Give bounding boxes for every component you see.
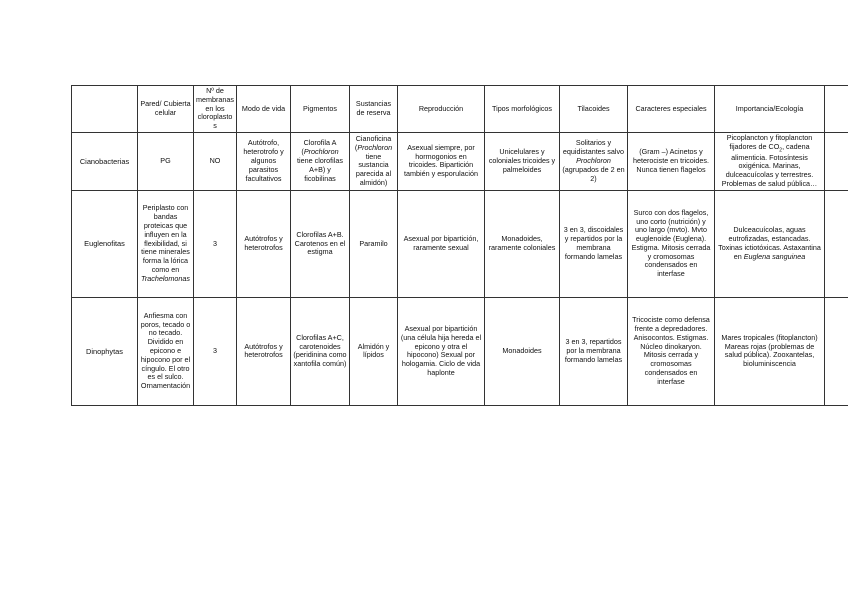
cell-morfologicos: Monadoides	[485, 297, 560, 405]
table-row-euglenofitas	[72, 190, 848, 297]
cell-tilacoides: 3 en 3, repartidos por la membrana formando lamelas	[560, 297, 628, 405]
header-pigmentos: Pigmentos	[291, 86, 350, 133]
row-label: Cianobacterias	[72, 132, 138, 190]
text-part: Cianoficina (	[354, 134, 392, 152]
cell-reproduccion: Asexual siempre, por hormogonios en tricoides. Bipartición también y esporulación	[398, 132, 485, 190]
italic-name: Prochloron	[357, 142, 393, 152]
header-modo-vida: Modo de vida	[237, 86, 291, 133]
text-part: Picoplancton y fitoplancton fijadores de CO	[726, 133, 813, 151]
header-row	[72, 86, 848, 133]
cell-importancia	[715, 190, 825, 297]
text-part: Periplasto con bandas proteicas que influyen en la flexibilidad, si tiene minerales forma la lórica como en	[141, 203, 190, 274]
cell-pigmentos: Clorofilas A+C, carotenoides (peridinina como xantofila común)	[291, 297, 350, 405]
cell-morfologicos: Unicelulares y coloniales tricoides y palmeloides	[485, 132, 560, 190]
cell-reserva	[350, 132, 398, 190]
cell-pared: Anfiesma con poros, tecado o no tecado. Dividido en epicono e hipocono por el cíngulo. El otro es el sulco. Ornamentación	[138, 297, 194, 405]
cell-cutoff	[825, 297, 848, 405]
italic-name: Euglena sanguinea	[743, 251, 806, 261]
row-label: Dinophytas	[72, 297, 138, 405]
cell-membranas: NO	[194, 132, 237, 190]
header-importancia: Importancia/Ecología	[715, 86, 825, 133]
cell-especiales: Tricociste como defensa frente a depredadores. Anisocontos. Estigmas. Núcleo dinokaryon. Mitosis cerrada y cromosomas condensados en interfase	[628, 297, 715, 405]
cell-membranas: 3	[194, 190, 237, 297]
header-membranas: Nº de membranas en los cloroplastos	[194, 86, 237, 133]
text-part: Solitarios y equidistantes salvo	[562, 138, 625, 157]
cell-tilacoides	[560, 132, 628, 190]
text-part: Dulceacuícolas, aguas eutrofizadas, estancadas. Toxinas ictiotóxicas. Astaxantina en	[718, 225, 821, 261]
header-cutoff	[825, 86, 848, 133]
cell-importancia	[715, 132, 825, 190]
header-reproduccion: Reproducción	[398, 86, 485, 133]
comparison-table	[71, 85, 848, 406]
text-part: (agrupados de 2 en 2)	[562, 164, 625, 183]
cell-cutoff	[825, 190, 848, 297]
text-part: tiene clorofilas A+B) y ficobilinas	[297, 156, 343, 183]
cell-modo-vida: Autótrofos y heterotrofos	[237, 297, 291, 405]
cell-cutoff	[825, 132, 848, 190]
cell-membranas: 3	[194, 297, 237, 405]
cell-especiales: Surco con dos flagelos, uno corto (nutrición) y uno largo (mvto). Mvto euglenoide (Euglena). Estigma. Mitosis cerrada y cromosomas condensados en interfase	[628, 190, 715, 297]
cell-modo-vida: Autótrofo, heterotrofo y algunos parasitos facultativos	[237, 132, 291, 190]
text-part: , cadena alimenticia. Fotosíntesis oxigénica. Marinas, dulceacuícolas y terrestres. Problemas de salud pública…	[721, 141, 818, 188]
header-especiales: Caracteres especiales	[628, 86, 715, 133]
table-row-dinophytas	[72, 297, 848, 405]
cell-reproduccion: Asexual por bipartición, raramente sexual	[398, 190, 485, 297]
cell-reserva: Paramilo	[350, 190, 398, 297]
row-label: Euglenofitas	[72, 190, 138, 297]
subscript: 2	[779, 147, 783, 154]
table-row-cianobacterias	[72, 132, 848, 190]
italic-name: Trachelomonas	[140, 273, 190, 283]
cell-pigmentos	[291, 132, 350, 190]
header-pared: Pared/ Cubierta celular	[138, 86, 194, 133]
header-empty	[72, 86, 138, 133]
cell-reproduccion: Asexual por bipartición (una célula hija hereda el epicono y otra el hipocono) Sexual por hologamia. Ciclo de vida haplonte	[398, 297, 485, 405]
header-reserva: Sustancias de reserva	[350, 86, 398, 133]
text-part: Clorofila A (	[301, 138, 337, 157]
cell-modo-vida: Autótrofos y heterotrofos	[237, 190, 291, 297]
cell-pigmentos: Clorofilas A+B. Carotenos en el estigma	[291, 190, 350, 297]
cell-pared	[138, 190, 194, 297]
header-morfologicos: Tipos morfológicos	[485, 86, 560, 133]
italic-name: Prochloron	[303, 147, 339, 157]
text-part: tiene sustancia parecida al almidón)	[355, 151, 392, 187]
header-tilacoides: Tilacoides	[560, 86, 628, 133]
cell-pared: PG	[138, 132, 194, 190]
italic-name: Prochloron	[576, 156, 611, 166]
cell-importancia: Mares tropicales (fitoplancton) Mareas rojas (problemas de salud pública). Zooxantelas, bioluminiscencia	[715, 297, 825, 405]
cell-tilacoides: 3 en 3, discoidales y repartidos por la membrana formando lamelas	[560, 190, 628, 297]
cell-reserva: Almidón y lípidos	[350, 297, 398, 405]
cell-morfologicos: Monadoides, raramente coloniales	[485, 190, 560, 297]
cell-especiales: (Gram –) Acinetos y heterociste en tricoides. Nunca tienen flagelos	[628, 132, 715, 190]
